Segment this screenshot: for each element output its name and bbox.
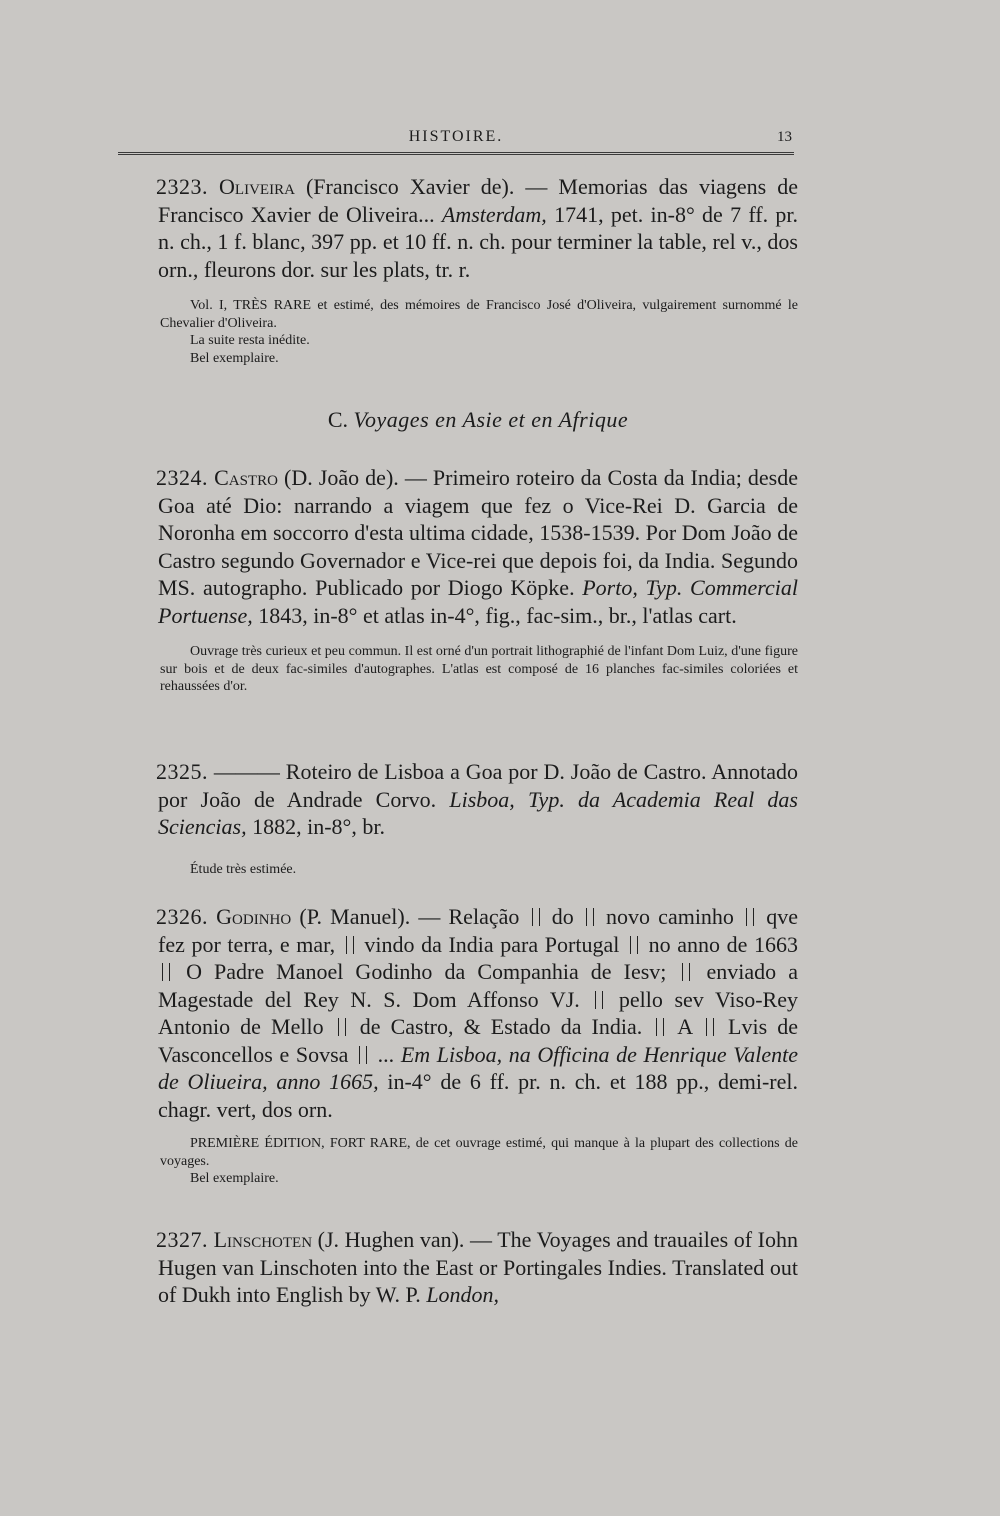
- line-break-mark: [162, 963, 170, 981]
- entry-note: [158, 1135, 798, 1170]
- entry-2324: [158, 464, 798, 696]
- title-segment: A: [668, 1014, 702, 1039]
- page-number: 13: [777, 129, 792, 145]
- imprint-place: London,: [426, 1282, 500, 1307]
- entry-body: (J. Hughen van). — The Voyages and trauailes of Iohn Hugen van Linschoten into the East or Portingales Indies. Translated out of Dukh into English by W. P.: [158, 1227, 799, 1307]
- entry-2325: [158, 758, 798, 878]
- entry-collation: 1843, in-8° et atlas in-4°, fig., fac-sim., br., l'atlas cart.: [252, 602, 737, 628]
- section-heading: [158, 407, 798, 433]
- ditto-dash: ———: [213, 759, 280, 784]
- author-name: Oliveira: [219, 174, 295, 199]
- entry-text: [158, 758, 798, 841]
- title-segment: no anno de 1663: [641, 931, 798, 957]
- entry-collation: 1741, pet. in-8° de 7 ff. pr. n. ch., 1 f. blanc, 397 pp. et 10 ff. n. ch. pour terminer la table, rel v., dos orn., fleurons dor. sur les plats, tr. r.: [158, 201, 799, 282]
- running-title: HISTOIRE.: [408, 128, 504, 145]
- entry-note: [158, 332, 798, 350]
- entry-2326: [158, 903, 798, 1188]
- line-break-mark: [346, 936, 354, 954]
- note-line: Bel exemplaire.: [190, 1171, 279, 1186]
- line-break-mark: [532, 908, 540, 926]
- note-line: Ouvrage très curieux et peu commun. Il est orné d'un portrait lithographié de l'infant Dom Luiz, d'une figure sur bois et de deux fac-similes d'autographes. L'atlas est composé de 16 planches fac-similes coloriées et rehaussées d'or.: [160, 644, 798, 694]
- line-break-mark: [746, 908, 754, 926]
- entry-2323: [158, 173, 798, 367]
- author-name: Godinho: [216, 904, 292, 929]
- entry-body: (Francisco Xavier de). — Memorias das viagens de Francisco Xavier de Oliveira...: [158, 174, 798, 227]
- note-line: Bel exemplaire.: [190, 350, 279, 366]
- entry-2327: [158, 1226, 798, 1309]
- title-segment: do: [543, 904, 582, 929]
- entry-note: [158, 861, 798, 879]
- lot-number: 2323.: [156, 174, 208, 199]
- imprint-place: Porto, Typ. Commercial Portuense,: [158, 575, 798, 628]
- entry-text: [158, 173, 798, 283]
- title-segment: enviado a Magestade del Rey N. S. Dom Affonso VJ.: [158, 959, 798, 1012]
- note-line: Vol. I, TRÈS RARE et estimé, des mémoires de Francisco José d'Oliveira, vulgairement surnommé le Chevalier d'Oliveira.: [160, 298, 798, 331]
- entry-text: [158, 903, 798, 1123]
- entry-note: [158, 643, 798, 696]
- author-name: Linschoten: [213, 1227, 313, 1252]
- lot-number: 2327.: [156, 1227, 208, 1252]
- entry-note: [158, 350, 798, 368]
- line-break-mark: [706, 1018, 714, 1036]
- line-break-mark: [630, 936, 638, 954]
- entry-body: Roteiro de Lisboa a Goa por D. João de Castro. Annotado por João de Andrade Corvo.: [158, 759, 799, 812]
- entry-collation: in-4° de 6 ff. pr. n. ch. et 188 pp., demi-rel. chagr. vert, dos orn.: [158, 1069, 798, 1122]
- imprint-place: Em Lisboa, na Officina de Henrique Valente de Oliueira, anno 1665,: [158, 1041, 799, 1094]
- title-segment: (P. Manuel). — Relação: [291, 904, 528, 929]
- line-break-mark: [338, 1018, 346, 1036]
- entry-note: [158, 297, 798, 332]
- entry-text: [158, 1226, 798, 1309]
- entry-collation: 1882, in-8°, br.: [246, 814, 385, 839]
- line-break-mark: [656, 1018, 664, 1036]
- lot-number: 2326.: [156, 904, 208, 929]
- entry-text: [158, 464, 798, 629]
- line-break-mark: [586, 908, 594, 926]
- entry-body: (D. João de). — Primeiro roteiro da Costa da India; desde Goa até Dio: narrando a viagem que fez o Vice-Rei D. Garcia de Noronha em soccorro d'esta ultima cidade, 1538-1539. Por Dom João de Castro segundo Governador e Vice-rei que depois foi, da India. Segundo MS. autographo. Publicado por Diogo Köpke.: [158, 465, 799, 600]
- title-segment: qve fez por terra, e mar,: [158, 904, 799, 957]
- lot-number: 2325.: [156, 759, 208, 784]
- note-line: La suite resta inédite.: [190, 333, 310, 348]
- author-name: Castro: [214, 465, 278, 490]
- note-line: Étude très estimée.: [190, 861, 297, 877]
- lot-number: 2324.: [156, 465, 208, 490]
- page-header: [118, 126, 794, 155]
- title-segment: novo caminho: [597, 904, 743, 929]
- line-break-mark: [359, 1046, 367, 1064]
- title-segment: Lvis de Vasconcellos e Sovsa: [158, 1014, 798, 1067]
- title-segment: O Padre Manoel Godinho da Companhia de Iesv;: [174, 959, 679, 984]
- section-label: C.: [327, 407, 349, 432]
- title-segment: pello sev Viso-Rey Antonio de Mello: [158, 986, 798, 1039]
- imprint-place: Amsterdam,: [441, 201, 547, 227]
- line-break-mark: [595, 991, 603, 1009]
- note-line: PREMIÈRE ÉDITION, FORT RARE, de cet ouvrage estimé, qui manque à la plupart des collections de voyages.: [160, 1136, 798, 1169]
- title-segment: vindo da India para Portugal: [357, 931, 626, 957]
- title-segment: de Castro, & Estado da India.: [349, 1014, 653, 1039]
- imprint-place: Lisboa, Typ. da Academia Real das Sciencias,: [158, 786, 798, 839]
- entry-note: [158, 1170, 798, 1188]
- section-title: Voyages en Asie et en Afrique: [353, 407, 629, 432]
- title-segment: ...: [371, 1041, 401, 1067]
- line-break-mark: [682, 963, 690, 981]
